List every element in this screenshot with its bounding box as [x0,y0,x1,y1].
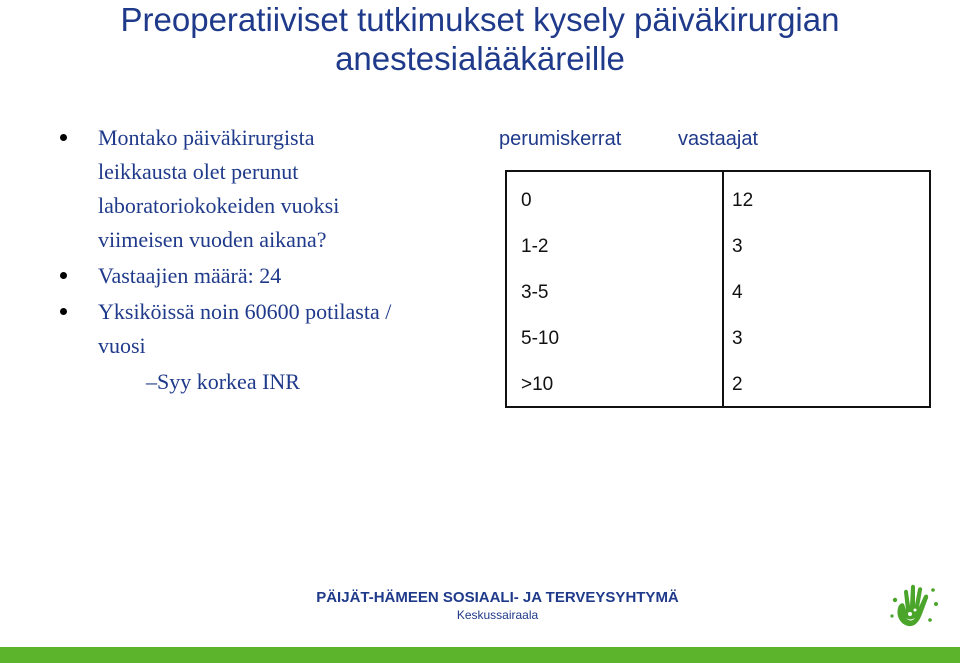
footer-unit: Keskussairaala [456,608,539,622]
bullet-dot-icon [60,272,67,279]
table-cell: 3 [732,328,743,349]
bullet-line: Vastaajien määrä: 24 [98,263,282,288]
bullet-line: viimeisen vuoden aikana? [98,227,327,252]
bullet-line: Yksiköissä noin 60600 potilasta / [98,299,392,324]
bullet-list [60,121,460,401]
table-row [507,218,929,264]
bullet-item-patients [60,295,460,399]
table-cell: 3 [732,236,743,257]
table-row [507,310,929,356]
table-header-cancellations: perumiskerrat [499,128,622,150]
slide-title [0,0,960,78]
table-cell: 2 [732,374,743,395]
bullet-item-question [60,121,460,257]
table-cell: >10 [521,374,554,395]
table-cell: 5-10 [521,328,560,349]
footer-green-bar [0,647,960,663]
table-row [507,264,929,310]
slide-title-line1: Preoperatiiviset tutkimukset kysely päiväkirurgian [120,1,840,38]
bullet-line: laboratoriokokeiden vuoksi [98,193,340,218]
bullet-dot-icon [60,308,67,315]
bullet-dot-icon [60,134,67,141]
table-cell: 12 [732,190,754,211]
results-table [505,170,931,408]
bullet-line: leikkausta olet perunut [98,159,299,184]
table-cell: 3-5 [521,282,549,303]
sub-bullet-reason: –Syy korkea INR [146,369,300,394]
table-row [507,356,929,402]
green-hand-logo-icon [886,580,946,632]
table-row [507,172,929,218]
table-cell: 0 [521,190,532,211]
bullet-line: Montako päiväkirurgista [98,125,315,150]
footer-organization: PÄIJÄT-HÄMEEN SOSIAALI- JA TERVEYSYHTYMÄ [316,589,679,606]
table-cell: 4 [732,282,743,303]
table-header-respondents: vastaajat [678,128,759,150]
bullet-line: vuosi [98,333,146,358]
slide-title-line2: anestesialääkäreille [335,40,625,77]
table-cell: 1-2 [521,236,549,257]
bullet-item-respondents [60,259,460,293]
